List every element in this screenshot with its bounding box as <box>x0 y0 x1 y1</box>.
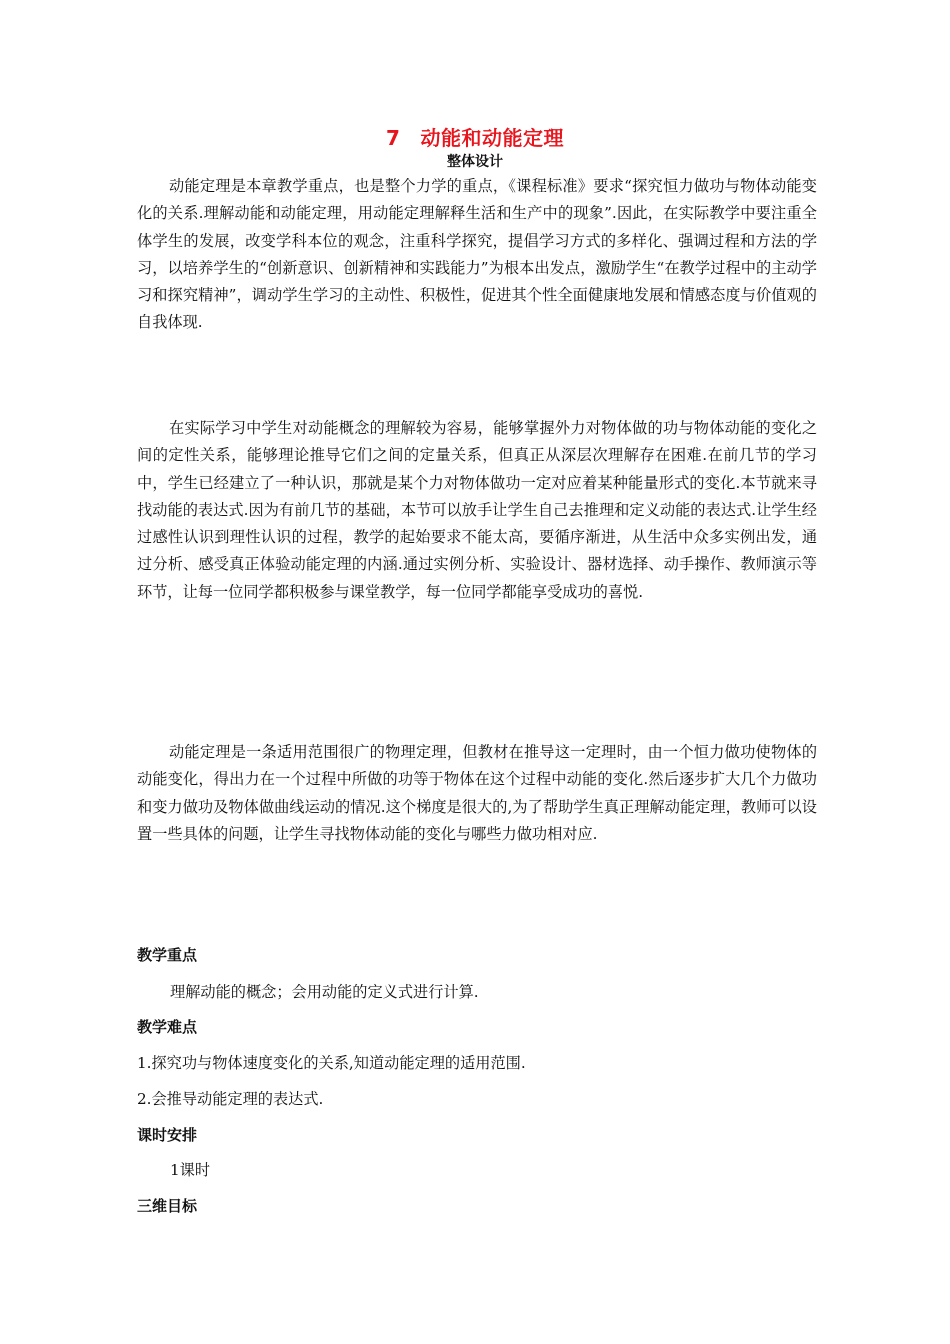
schedule-text: 1课时 <box>170 1161 211 1179</box>
title-number: 7 <box>386 126 401 150</box>
key-points-heading: 教学重点 <box>137 946 198 964</box>
difficulty-item-2: 2.会推导动能定理的表达式. <box>137 1090 324 1108</box>
paragraph-2: 在实际学习中学生对动能概念的理解较为容易，能够掌握外力对物体做的功与物体动能的变化之间的定性关系，能够理论推导它们之间的定量关系，但真正从深层次理解存在困难.在前几节的学习中，学生已经建立了一种认识，那就是某个力对物体做功一定对应着某种能量形式的变化.本节就来寻找动能的表达式.因为有前几节的基础，本节可以放手让学生自己去推理和定义动能的表达式.让学生经过感性认识到理性认识的过程，教学的起始要求不能太高，要循序渐进，从生活中众多实例出发，通过分析、感受真正体验动能定理的内涵.通过实例分析、实验设计、器材选择、动手操作、教师演示等环节，让每一位同学都积极参与课堂教学，每一位同学都能享受成功的喜悦. <box>137 419 817 601</box>
document-subtitle: 整体设计 <box>447 154 503 170</box>
difficulty-item-1: 1.探究功与物体速度变化的关系,知道动能定理的适用范围. <box>137 1054 526 1072</box>
difficulties-heading: 教学难点 <box>137 1018 198 1036</box>
key-points-text: 理解动能的概念；会用动能的定义式进行计算. <box>170 983 479 1001</box>
paragraph-1: 动能定理是本章教学重点，也是整个力学的重点，《课程标准》要求“探究恒力做功与物体动能变化的关系.理解动能和动能定理，用动能定理解释生活和生产中的现象”.因此，在实际教学中要注重全体学生的发展，改变学科本位的观念，注重科学探究，提倡学习方式的多样化、强调过程和方法的学习，以培养学生的“创新意识、创新精神和实践能力”为根本出发点，激励学生“在教学过程中的主动学习和探究精神”，调动学生学习的主动性、积极性，促进其个性全面健康地发展和情感态度与价值观的自我体现. <box>137 177 817 332</box>
paragraph-3: 动能定理是一条适用范围很广的物理定理，但教材在推导这一定理时，由一个恒力做功使物体的动能变化，得出力在一个过程中所做的功等于物体在这个过程中动能的变化.然后逐步扩大几个力做功和变力做功及物体做曲线运动的情况.这个梯度是很大的,为了帮助学生真正理解动能定理，教师可以设置一些具体的问题，让学生寻找物体动能的变化与哪些力做功相对应. <box>137 743 817 843</box>
title-text: 动能和动能定理 <box>420 126 564 150</box>
document-title <box>0 124 950 152</box>
schedule-heading: 课时安排 <box>137 1126 198 1144</box>
objectives-heading: 三维目标 <box>137 1197 198 1215</box>
